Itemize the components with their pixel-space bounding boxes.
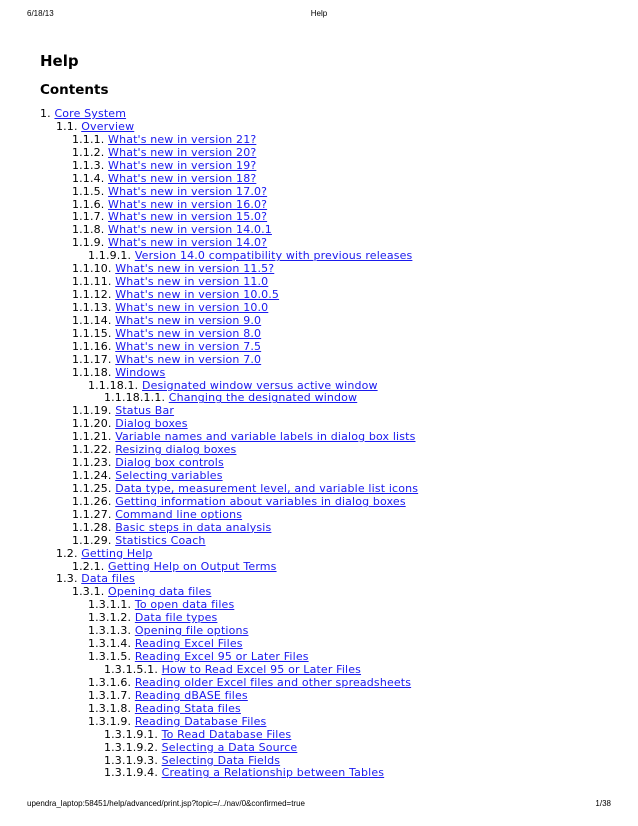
toc-item — [104, 728, 291, 741]
toc-link[interactable]: What's new in version 18? — [108, 171, 257, 185]
toc-link[interactable]: What's new in version 14.0? — [108, 236, 268, 250]
toc-link[interactable]: How to Read Excel 95 or Later Files — [161, 662, 362, 676]
toc-item — [72, 366, 165, 379]
toc-item-number: 1.3.1.9.4. — [104, 766, 158, 780]
toc-item-number: 1.2.1. — [72, 559, 105, 573]
toc-link[interactable]: Reading older Excel files and other spreadsheets — [134, 675, 412, 689]
toc-item-number: 1.1.23. — [72, 456, 112, 470]
toc-link[interactable]: Resizing dialog boxes — [115, 443, 237, 457]
toc-item-number: 1.1.8. — [72, 223, 105, 237]
toc-link[interactable]: What's new in version 9.0 — [115, 313, 262, 327]
toc-item — [88, 689, 248, 702]
toc-link[interactable]: What's new in version 19? — [108, 158, 257, 172]
toc-link[interactable]: What's new in version 11.0 — [115, 275, 269, 289]
toc-item — [72, 340, 261, 353]
toc-link[interactable]: What's new in version 7.5 — [115, 339, 262, 353]
toc-link[interactable]: What's new in version 20? — [108, 145, 257, 159]
toc-link[interactable]: What's new in version 14.0.1 — [108, 223, 272, 237]
toc-item-number: 1.1.18. — [72, 365, 112, 379]
toc-item-number: 1.1.19. — [72, 404, 112, 418]
toc-item — [88, 611, 217, 624]
toc-link[interactable]: Reading Excel Files — [134, 637, 243, 651]
toc-link[interactable]: To Read Database Files — [161, 727, 292, 741]
toc-link[interactable]: What's new in version 11.5? — [115, 262, 275, 276]
toc-item-number: 1.1.15. — [72, 326, 112, 340]
toc-item — [40, 107, 126, 120]
contents-heading: Contents — [40, 82, 109, 98]
toc-item-number: 1.1.11. — [72, 275, 112, 289]
toc-link[interactable]: Status Bar — [115, 404, 175, 418]
toc-item — [72, 469, 223, 482]
toc-item-number: 1.1.5. — [72, 184, 105, 198]
toc-item-number: 1.3.1.8. — [88, 701, 132, 715]
toc-item — [88, 637, 243, 650]
toc-item-number: 1.3.1.6. — [88, 675, 132, 689]
toc-item — [72, 456, 224, 469]
toc-item — [72, 482, 418, 495]
toc-item — [104, 754, 280, 767]
toc-link[interactable]: What's new in version 17.0? — [108, 184, 268, 198]
toc-link[interactable]: Selecting variables — [115, 469, 223, 483]
toc-link[interactable]: Core System — [54, 107, 127, 120]
toc-item — [104, 391, 357, 404]
toc-item — [72, 133, 256, 146]
toc-item — [88, 650, 309, 663]
toc-link[interactable]: Data file types — [134, 611, 218, 625]
toc-link[interactable]: What's new in version 16.0? — [108, 197, 268, 211]
toc-item-number: 1.1.17. — [72, 352, 112, 366]
toc-link[interactable]: Variable names and variable labels in dialog box lists — [115, 430, 416, 444]
toc-item — [88, 598, 234, 611]
toc-link[interactable]: Reading Excel 95 or Later Files — [134, 650, 309, 664]
toc-link[interactable]: Data type, measurement level, and variable list icons — [115, 481, 419, 495]
toc-item-number: 1.3.1. — [72, 585, 105, 599]
toc-item-number: 1.3.1.7. — [88, 688, 132, 702]
toc-item-number: 1.2. — [56, 546, 78, 560]
toc-item — [72, 417, 188, 430]
toc-link[interactable]: Dialog boxes — [115, 417, 188, 431]
toc-item-number: 1.1.27. — [72, 507, 112, 521]
toc-item-number: 1.1.9. — [72, 236, 105, 250]
toc-item-number: 1.3.1.2. — [88, 611, 132, 625]
toc-item — [72, 495, 406, 508]
toc-link[interactable]: Selecting a Data Source — [161, 740, 298, 754]
toc-link[interactable]: Creating a Relationship between Tables — [161, 766, 385, 780]
toc-item — [72, 275, 268, 288]
page-number: 1/38 — [595, 799, 611, 808]
toc-item — [72, 262, 274, 275]
toc-item — [72, 288, 279, 301]
toc-link[interactable]: Overview — [81, 119, 135, 133]
toc-item — [88, 676, 411, 689]
toc-item — [72, 185, 267, 198]
toc-item — [72, 172, 256, 185]
toc-item-number: 1.1.9.1. — [88, 249, 132, 263]
toc-item — [72, 210, 267, 223]
toc-link[interactable]: Basic steps in data analysis — [115, 520, 272, 534]
toc-link[interactable]: To open data files — [134, 598, 235, 612]
toc-item — [72, 585, 211, 598]
toc-link[interactable]: What's new in version 10.0 — [115, 300, 269, 314]
toc-item — [72, 314, 261, 327]
toc-item-number: 1.1.13. — [72, 300, 112, 314]
toc-link[interactable]: Selecting Data Fields — [161, 753, 281, 767]
toc-link[interactable]: Getting information about variables in dialog boxes — [115, 494, 406, 508]
toc-item — [72, 443, 236, 456]
toc-item — [72, 521, 271, 534]
toc-item — [56, 547, 153, 560]
toc-item — [104, 663, 361, 676]
toc-item-number: 1.3.1.9. — [88, 714, 132, 728]
toc-item — [72, 327, 261, 340]
toc-item-number: 1.1.26. — [72, 494, 112, 508]
toc-item-number: 1.3.1.3. — [88, 624, 132, 638]
toc-item — [72, 534, 206, 547]
page-title: Help — [40, 52, 79, 70]
toc-item-number: 1.1.24. — [72, 469, 112, 483]
toc-link[interactable]: Opening file options — [134, 624, 249, 638]
toc-item-number: 1.1.6. — [72, 197, 105, 211]
toc-item-number: 1.3.1.1. — [88, 598, 132, 612]
toc-item-number: 1.1.2. — [72, 145, 105, 159]
toc-link[interactable]: What's new in version 15.0? — [108, 210, 268, 224]
toc-item-number: 1.3.1.4. — [88, 637, 132, 651]
toc-item — [72, 198, 267, 211]
toc-link[interactable]: What's new in version 21? — [108, 132, 257, 146]
toc-item — [88, 702, 241, 715]
toc-item — [72, 301, 268, 314]
toc-link[interactable]: Statistics Coach — [115, 533, 206, 547]
toc-link[interactable]: Data files — [81, 572, 135, 586]
toc-item — [88, 624, 249, 637]
toc-item-number: 1.1.16. — [72, 339, 112, 353]
toc-item — [72, 430, 416, 443]
print-url: upendra_laptop:58451/help/advanced/print.jsp?topic=/../nav/0&confirmed=true — [27, 799, 305, 808]
toc-item — [72, 404, 174, 417]
toc-item-number: 1.3.1.9.2. — [104, 740, 158, 754]
toc-item-number: 1.1.4. — [72, 171, 105, 185]
toc-link[interactable]: Reading dBASE files — [134, 688, 248, 702]
toc-item — [72, 560, 277, 573]
toc-item-number: 1.1.25. — [72, 481, 112, 495]
toc-item-number: 1.1.10. — [72, 262, 112, 276]
toc-link[interactable]: Changing the designated window — [168, 391, 358, 405]
toc-item — [104, 766, 384, 779]
toc-item-number: 1.3.1.5.1. — [104, 662, 158, 676]
toc-item-number: 1.3.1.9.3. — [104, 753, 158, 767]
toc-item-number: 1. — [40, 107, 51, 120]
print-date: 6/18/13 — [27, 9, 54, 18]
toc-item-number: 1.3. — [56, 572, 78, 586]
toc-item — [72, 159, 256, 172]
toc-item-number: 1.1.1. — [72, 132, 105, 146]
toc-item-number: 1.1.7. — [72, 210, 105, 224]
toc-item — [88, 379, 378, 392]
toc-item-number: 1.1.21. — [72, 430, 112, 444]
toc-item — [88, 249, 412, 262]
toc-item — [72, 508, 242, 521]
toc-item — [56, 120, 134, 133]
toc-item-number: 1.1.28. — [72, 520, 112, 534]
toc-item — [72, 236, 267, 249]
toc-item-number: 1.1.12. — [72, 288, 112, 302]
toc-item — [72, 146, 256, 159]
toc-link[interactable]: Windows — [115, 365, 166, 379]
toc-link[interactable]: Reading Stata files — [134, 701, 241, 715]
print-header-title: Help — [310, 9, 328, 18]
toc-link[interactable]: What's new in version 7.0 — [115, 352, 262, 366]
toc-item-number: 1.1.22. — [72, 443, 112, 457]
toc-item — [56, 572, 135, 585]
toc-link[interactable]: Getting Help — [81, 546, 153, 560]
toc-link[interactable]: Dialog box controls — [115, 456, 224, 470]
toc-item-number: 1.1.3. — [72, 158, 105, 172]
toc-item — [72, 353, 261, 366]
toc-item-number: 1.3.1.9.1. — [104, 727, 158, 741]
toc-item-number: 1.1.18.1.1. — [104, 391, 166, 405]
toc-link[interactable]: Reading Database Files — [134, 714, 267, 728]
toc-link[interactable]: Command line options — [115, 507, 243, 521]
toc-link[interactable]: Getting Help on Output Terms — [108, 559, 277, 573]
toc-link[interactable]: Designated window versus active window — [142, 378, 378, 392]
toc-link[interactable]: Version 14.0 compatibility with previous releases — [134, 249, 413, 263]
toc-item — [104, 741, 297, 754]
toc-item-number: 1.1.14. — [72, 313, 112, 327]
toc-item-number: 1.1.18.1. — [88, 378, 139, 392]
toc-link[interactable]: What's new in version 8.0 — [115, 326, 262, 340]
toc-item-number: 1.3.1.5. — [88, 650, 132, 664]
toc-item — [72, 223, 272, 236]
toc-item — [88, 715, 266, 728]
toc-item-number: 1.1.29. — [72, 533, 112, 547]
toc-item-number: 1.1.20. — [72, 417, 112, 431]
toc-link[interactable]: Opening data files — [108, 585, 212, 599]
toc-link[interactable]: What's new in version 10.0.5 — [115, 288, 280, 302]
toc-item-number: 1.1. — [56, 119, 78, 133]
